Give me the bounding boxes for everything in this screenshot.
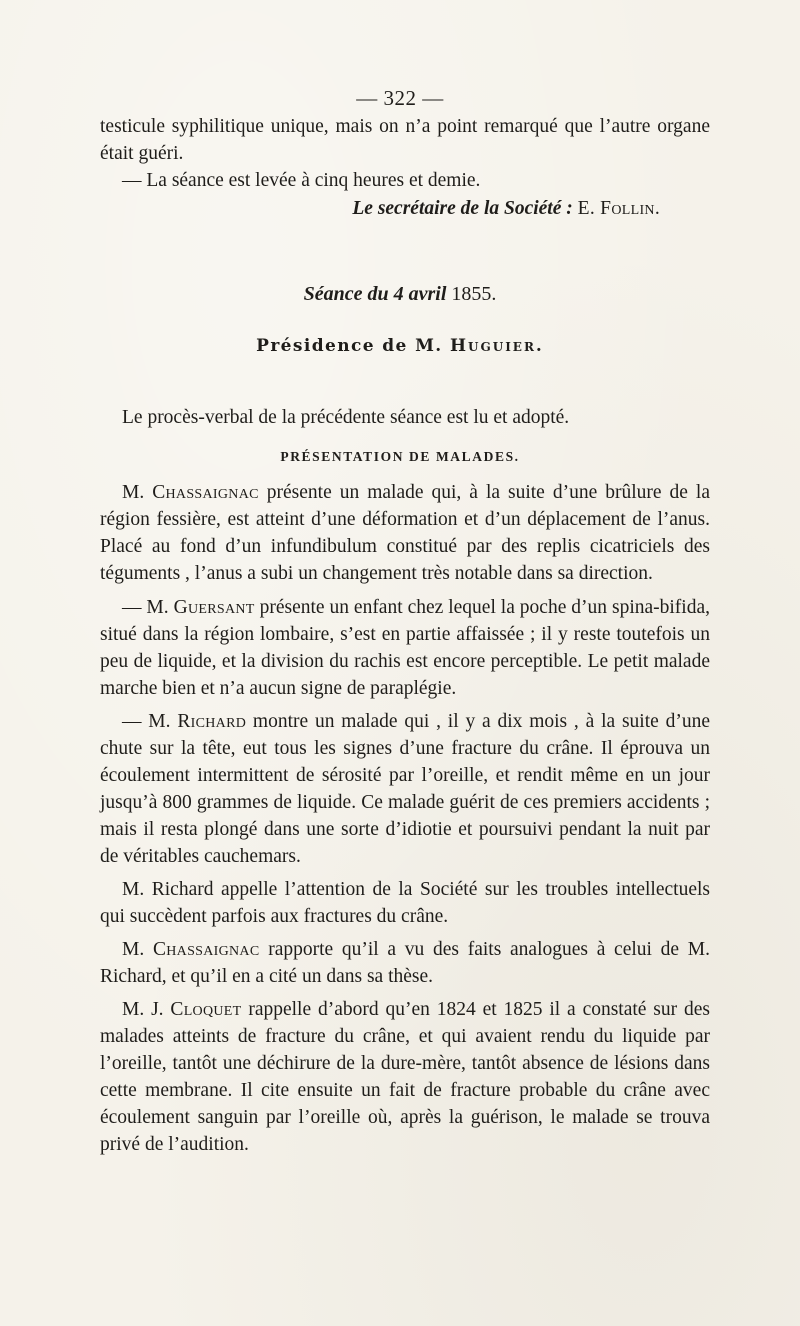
p5-prefix: M. bbox=[122, 939, 153, 960]
presidence-label: Présidence de M. bbox=[256, 336, 450, 356]
p6-prefix: M. J. bbox=[122, 999, 171, 1020]
p3-name: Richard bbox=[177, 711, 247, 732]
p3-text: montre un malade qui , il y a dix mois , à la suite d’une chute sur la tête, eut tous les signes d’une fracture du crâne. Il éprouva un écoulement intermittent de sérosité par l’oreille, et rendit même en un jour jusqu’à 800 grammes de liquide. Ce malade guérit de ces premiers accidents ; mais il resta plongé dans une sorte d’idiotie et poursuivi pendant la nuit par de véritables cauchemars. bbox=[100, 711, 710, 867]
p2-text: présente un enfant chez lequel la poche d’un spina-bifida, situé dans la région lombaire, s’est en partie affaissée ; il y reste toutefois un peu de liquide, et la division du rachis est encore perceptible. Le petit malade marche bien et n’a aucun signe de paraplégie. bbox=[100, 597, 710, 699]
session-date: Séance du 4 avril bbox=[303, 283, 447, 305]
intro-line-1: testicule syphilitique unique, mais on n’a point remarqué que l’autre organe était guéri. bbox=[100, 116, 710, 164]
paragraph-chassaignac-2 bbox=[100, 936, 710, 990]
minutes-block bbox=[100, 404, 710, 431]
session-title bbox=[0, 283, 800, 306]
presidence-heading bbox=[0, 336, 800, 356]
intro-line-2: — La séance est levée à cinq heures et demie. bbox=[122, 170, 481, 191]
secretary-signature bbox=[100, 198, 660, 220]
p1-text: présente un malade qui, à la suite d’une brûlure de la région fessière, est atteint d’une déformation et d’un déplacement de l’anus. Placé au fond d’un infundibulum constitué par des replis cicatriciels des téguments , l’anus a subi un changement très notable dans sa direction. bbox=[100, 482, 710, 584]
signature-name: E. Follin. bbox=[577, 198, 660, 219]
p2-prefix: — M. bbox=[122, 597, 174, 618]
paragraph-richard bbox=[100, 708, 710, 870]
p6-text: rappelle d’abord qu’en 1824 et 1825 il a constaté sur des malades atteints de fracture du crâne, et qui avaient rendu du liquide par l’oreille, tantôt une déchirure de la dure-mère, tantôt absence de lésions dans cette membrane. Il cite ensuite un fait de fracture probable du crâne avec écoulement sanguin par l’oreille où, après la guérison, le malade se trouva privé de l’audition. bbox=[100, 999, 710, 1155]
session-year: 1855. bbox=[446, 283, 497, 305]
p3-prefix: — M. bbox=[122, 711, 178, 732]
section-heading: PRÉSENTATION DE MALADES. bbox=[280, 449, 520, 464]
intro-block bbox=[100, 113, 710, 194]
p6-name: Cloquet bbox=[170, 999, 242, 1020]
body-paragraphs bbox=[100, 479, 710, 1158]
p2-name: Guersant bbox=[173, 597, 255, 618]
p5-text: rapporte qu’il a vu des faits analogues à celui de M. Richard, et qu’il en a cité un dans sa thèse. bbox=[100, 939, 711, 987]
p5-name: Chassaignac bbox=[152, 939, 260, 960]
p1-name: Chassaignac bbox=[152, 482, 259, 503]
page-number: — 322 — bbox=[356, 86, 444, 110]
paragraph-chassaignac-1 bbox=[100, 479, 710, 587]
signature-label: Le secrétaire de la Société : bbox=[352, 198, 573, 219]
p1-prefix: M. bbox=[122, 482, 153, 503]
paragraph-guersant bbox=[100, 594, 710, 702]
paragraph-cloquet bbox=[100, 996, 710, 1158]
paragraph-richard-attention: M. Richard appelle l’attention de la Société sur les troubles intellectuels qui succèdent parfois aux fractures du crâne. bbox=[100, 879, 710, 927]
presidence-name: Huguier. bbox=[449, 336, 544, 356]
minutes-line: Le procès-verbal de la précédente séance est lu et adopté. bbox=[122, 407, 570, 428]
